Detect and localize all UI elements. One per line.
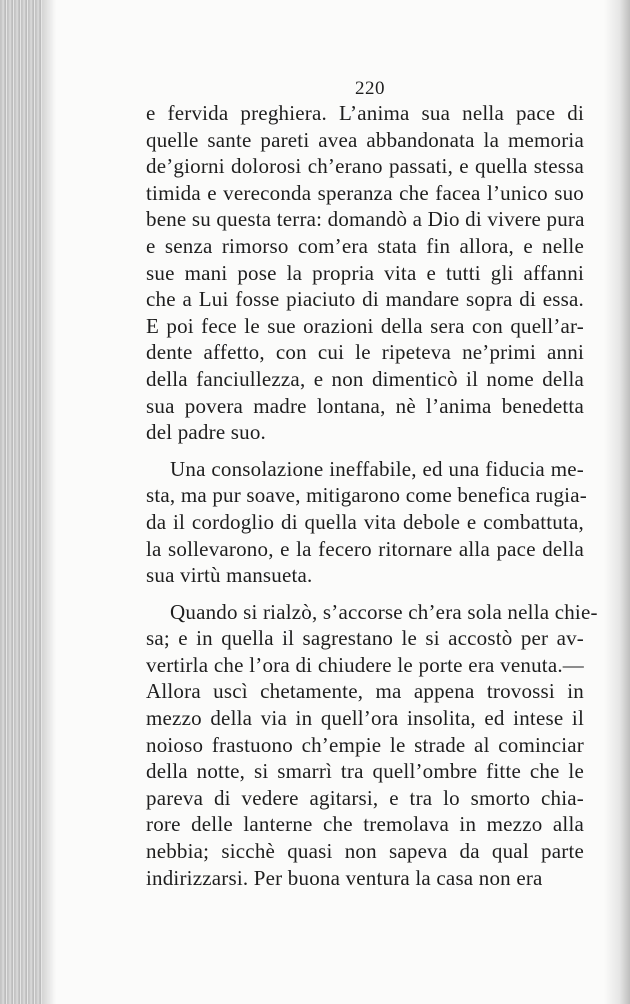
text-line: della fanciullezza, e non dimenticò il nome della (146, 366, 584, 391)
text-line: la sollevarono, e la fecero ritornare alla pace della (146, 536, 584, 561)
text-line: del padre suo. (146, 420, 267, 445)
text-line: e fervida preghiera. L’anima sua nella pace di (146, 101, 584, 125)
text-line: da il cordoglio di quella vita debole e combattuta, (146, 509, 584, 534)
text-line: bene su questa terra: domandò a Dio di vivere pura (146, 207, 585, 232)
text-line: sta, ma pur soave, mitigarono come benefica rugia- (146, 483, 587, 508)
text-line: E poi fece le sue orazioni della sera con quell’ar- (146, 313, 584, 338)
text-line: Quando si rialzò, s’accorse ch’era sola nella chie- (170, 599, 598, 624)
text-line: nebbia; sicchè quasi non sapeva da qual parte (146, 839, 584, 864)
text-line: timida e vereconda speranza che facea l’unico suo (146, 180, 584, 205)
text-line: dente affetto, con cui le ripeteva ne’primi anni (146, 340, 584, 365)
paragraph (146, 456, 587, 589)
text-line: che a Lui fosse piaciuto di mandare sopra di essa. (146, 287, 584, 312)
text-line: sua povera madre lontana, nè l’anima benedetta (146, 393, 584, 418)
text-line: sua virtù mansueta. (146, 563, 313, 588)
page-number: 220 (355, 78, 385, 99)
book-binding-edge (0, 0, 42, 1004)
text-line: vertirla che l’ora di chiudere le porte era venuta.— (146, 652, 584, 677)
text-line: pareva di vedere agitarsi, e tra lo smorto chia- (146, 785, 584, 810)
paragraph (146, 599, 598, 892)
text-line: noioso frastuono ch’empie le strade al cominciar (146, 732, 584, 757)
text-line: indirizzarsi. Per buona ventura la casa non era (146, 865, 543, 890)
text-line: della notte, si smarrì tra quell’ombre fitte che le (146, 759, 584, 784)
text-line: sa; e in quella il sagrestano le si accostò per av- (146, 626, 584, 651)
page-right-shadow (604, 0, 630, 1004)
paragraph-gap (146, 589, 584, 599)
paragraph-gap (146, 446, 584, 456)
paragraph (146, 100, 584, 446)
body-text (146, 100, 598, 891)
text-line: quelle sante pareti avea abbandonata la memoria (146, 127, 584, 152)
text-line: mezzo della via in quell’ora insolita, ed intese il (146, 706, 584, 731)
text-line: e senza rimorso com’era stata fin allora, e nelle (146, 233, 584, 258)
text-line: de’giorni dolorosi ch’erano passati, e quella stessa (146, 154, 584, 179)
text-line: Una consolazione ineffabile, ed una fiducia me- (170, 456, 584, 481)
text-line: Allora uscì chetamente, ma appena trovossi in (146, 679, 584, 704)
text-line: sue mani pose la propria vita e tutti gli affanni (146, 260, 584, 285)
text-line: rore delle lanterne che tremolava in mezzo alla (146, 812, 584, 837)
